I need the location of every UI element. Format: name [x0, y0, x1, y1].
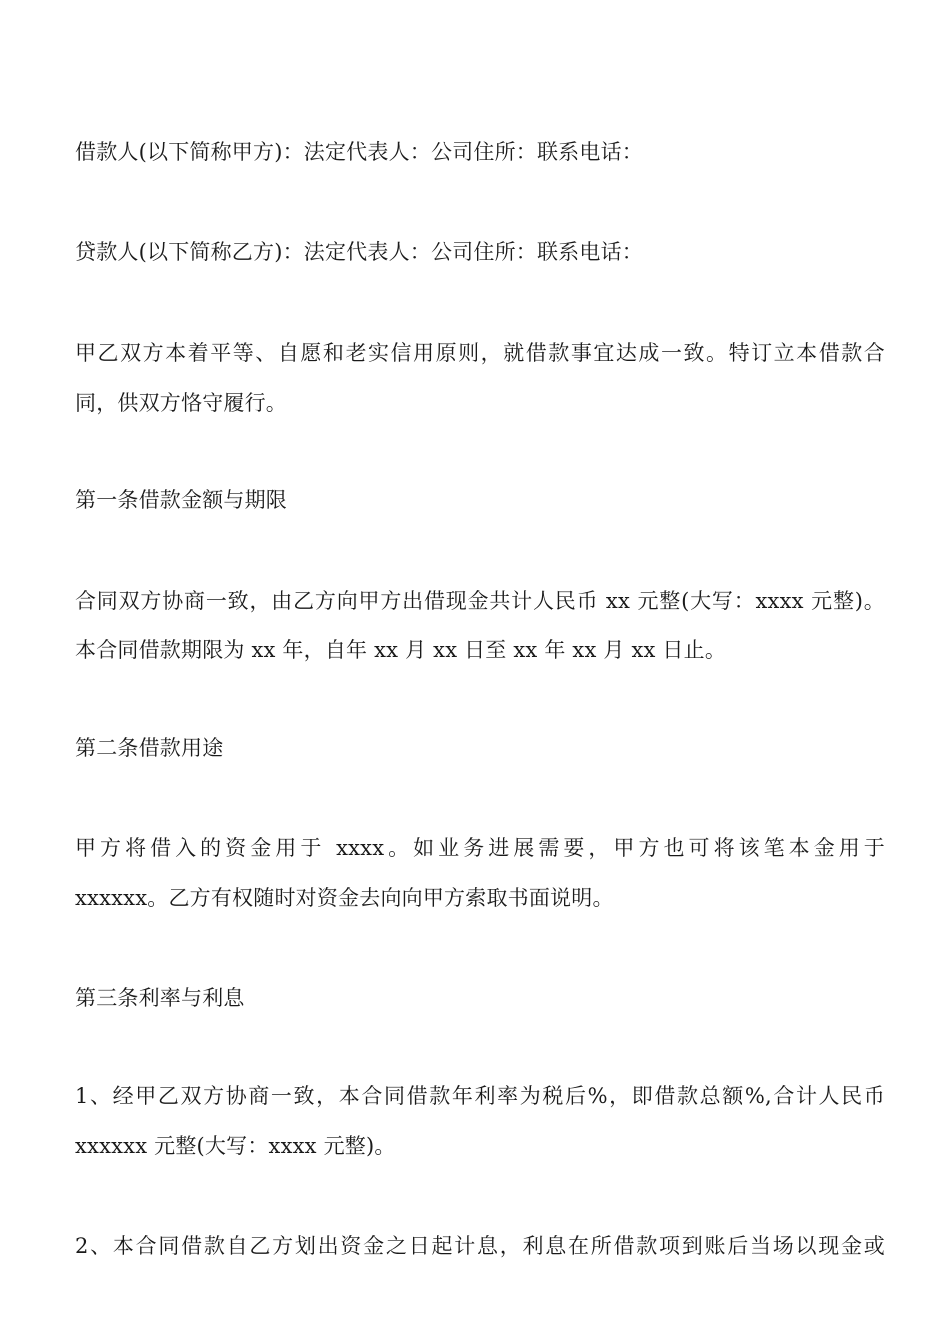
article-2-line-1: 甲方将借入的资金用于 xxxx。如业务进展需要，甲方也可将该笔本金用于	[75, 836, 885, 860]
article-1-line-2: 本合同借款期限为 xx 年，自年 xx 月 xx 日至 xx 年 xx 月 xx 日止。	[75, 638, 727, 662]
article-3-heading: 第三条利率与利息	[75, 986, 245, 1010]
lender-line: 贷款人(以下简称乙方)：法定代表人：公司住所：联系电话：	[75, 240, 643, 264]
borrower-line: 借款人(以下简称甲方)：法定代表人：公司住所：联系电话：	[75, 140, 643, 164]
article-3-item-1-line-2: xxxxxx 元整(大写：xxxx 元整)。	[75, 1134, 396, 1158]
article-3-item-2-line-1: 2、本合同借款自乙方划出资金之日起计息，利息在所借款项到账后当场以现金或	[75, 1234, 885, 1258]
article-1-line-1: 合同双方协商一致，由乙方向甲方出借现金共计人民币 xx 元整(大写：xxxx 元整)。	[75, 589, 885, 613]
article-1-heading: 第一条借款金额与期限	[75, 488, 287, 512]
article-2-line-2: xxxxxx。乙方有权随时对资金去向向甲方索取书面说明。	[75, 886, 614, 910]
preamble-line-1: 甲乙双方本着平等、自愿和老实信用原则，就借款事宜达成一致。特订立本借款合	[75, 341, 885, 365]
article-3-item-1-line-1: 1、经甲乙双方协商一致，本合同借款年利率为税后%，即借款总额%,合计人民币	[75, 1084, 885, 1108]
article-2-heading: 第二条借款用途	[75, 736, 224, 760]
preamble-line-2: 同，供双方恪守履行。	[75, 391, 287, 415]
